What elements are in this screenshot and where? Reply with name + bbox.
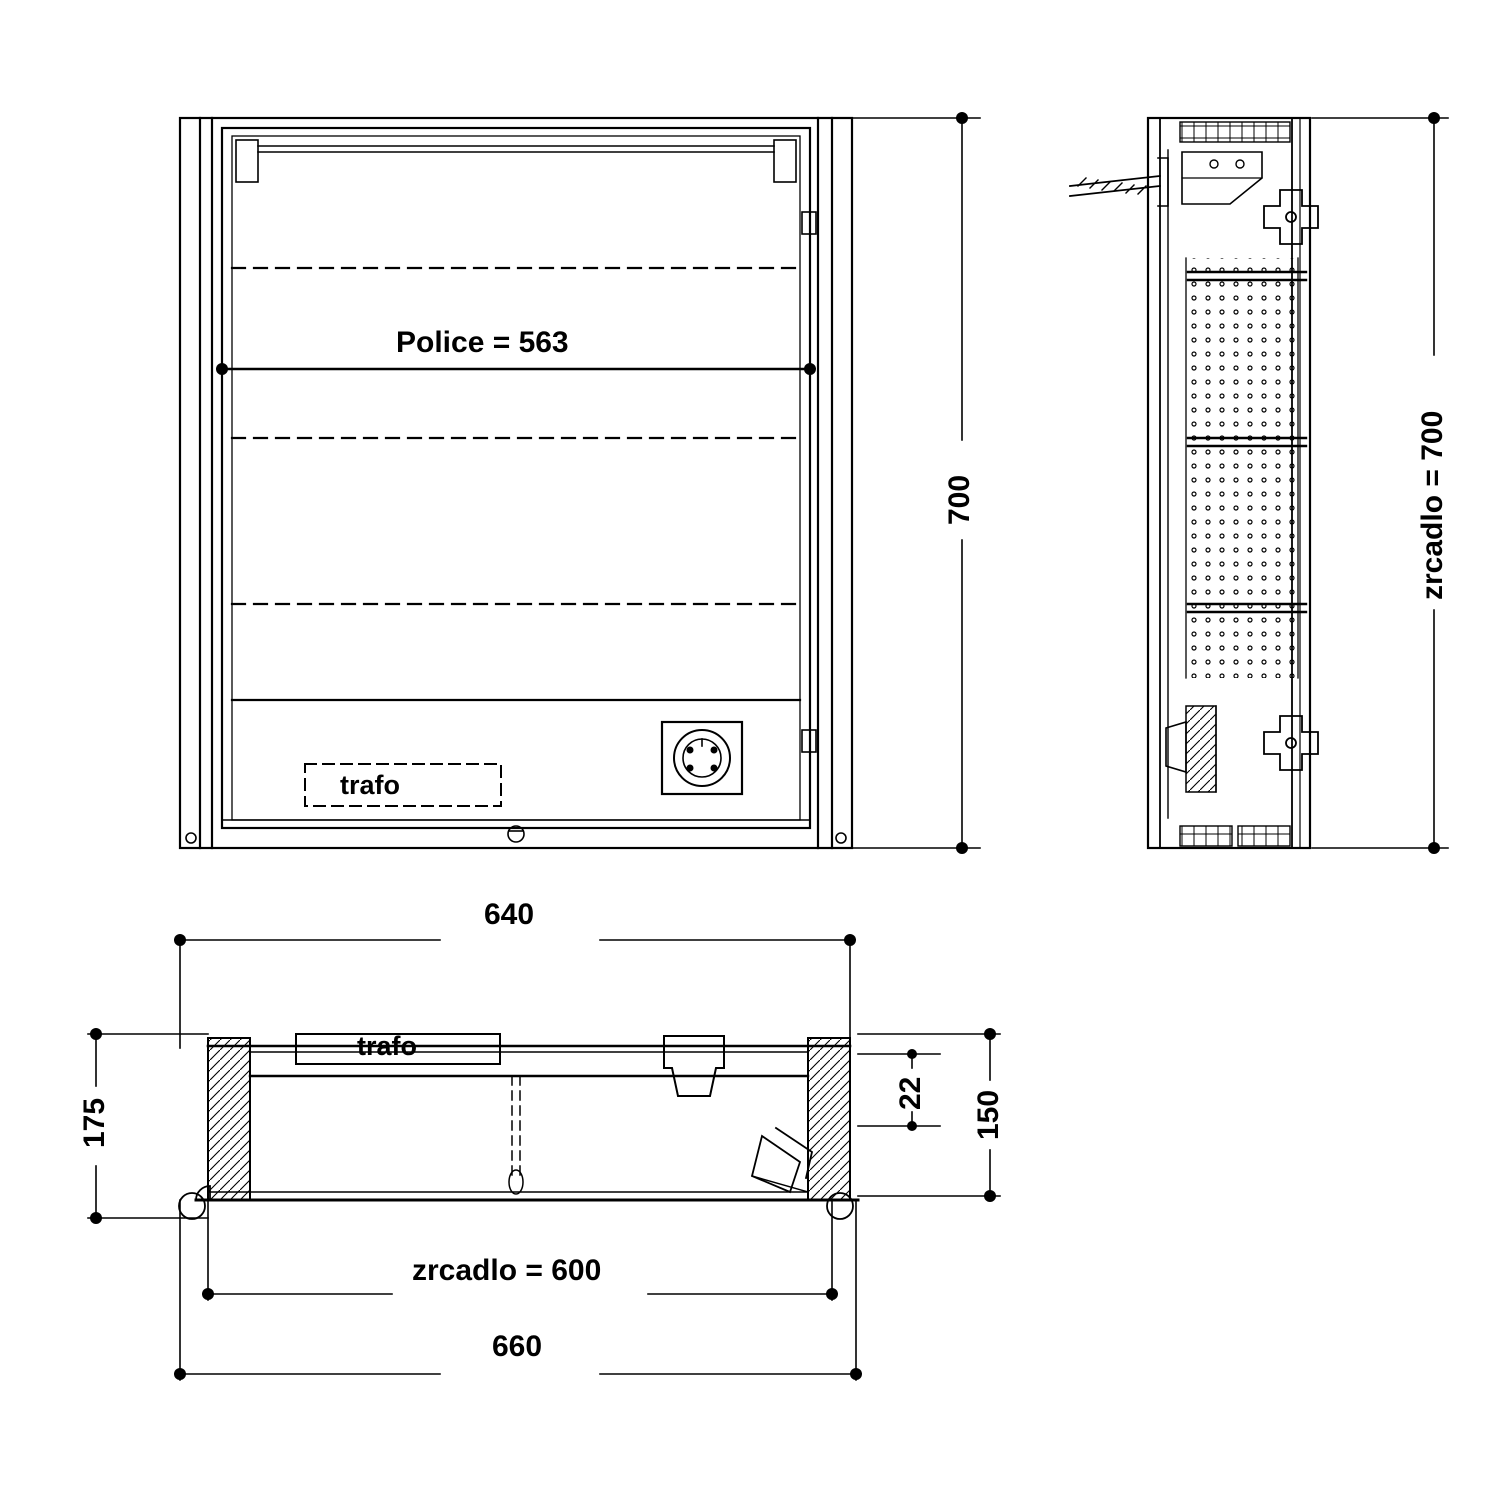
side-section-group — [1070, 118, 1318, 848]
plan-section-group — [179, 1031, 858, 1219]
label-plan-depth-inner: 150 — [972, 1089, 1005, 1140]
label-plan-width-total: 640 — [484, 898, 535, 931]
label-height-front: 700 — [943, 474, 976, 525]
label-trafo-plan: trafo — [357, 1031, 417, 1061]
front-elevation-group — [180, 118, 852, 848]
label-trafo-front: trafo — [340, 770, 400, 800]
label-height-side: zrcadlo = 700 — [1416, 410, 1449, 600]
label-plan-mirror-width: zrcadlo = 600 — [412, 1254, 602, 1287]
label-shelf-width: Police = 563 — [396, 326, 569, 359]
label-plan-outer-width: 660 — [492, 1330, 543, 1363]
dimension-640 — [174, 934, 856, 1048]
label-plan-depth-total: 175 — [78, 1097, 111, 1148]
label-plan-depth-small: 22 — [894, 1076, 927, 1110]
